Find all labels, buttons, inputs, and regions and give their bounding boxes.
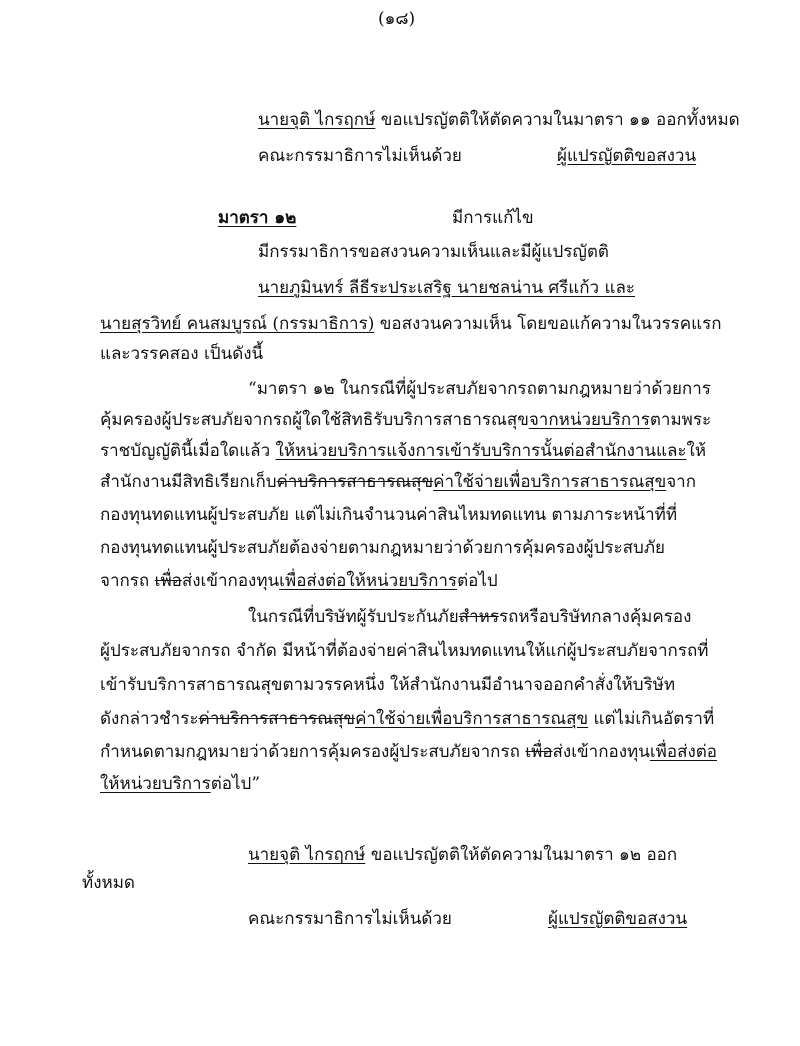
amend-inserted: ค่าใช้จ่ายเพื่อบริการสาธารณสุข [355,709,589,729]
p2-line-3: เข้ารับบริการสาธารณสุขตามวรรคหนึ่ง ให้สำนักงานมีอำนาจออกคำสั่งให้บริษัท [100,675,676,695]
reserver-label: ผู้แปรญัตติขอสงวน [557,146,697,166]
objection-text: ขอแปรญัตติให้ตัดความในมาตรา ๑๑ ออกทั้งหมด [375,110,740,130]
objection-text-2: ทั้งหมด [82,873,135,893]
amend-deleted: ค่าบริการสาธารณสุข [276,472,434,492]
member-name: นายจุติ ไกรฤกษ์ [248,845,366,865]
amend-deleted: เพื่อ [525,742,553,762]
amend-inserted: ค่าใช้จ่ายเพื่อบริการสาธารณสุข [433,472,667,492]
objection-line-2 [248,844,677,866]
page-number: (๑๘) [378,9,416,29]
p1-line-7: จากรถ เพื่อส่งเข้ากองทุนเพื่อส่งต่อให้หน่วยบริการต่อไป [100,571,498,591]
objection-line [258,109,740,131]
amend-deleted: ค่าบริการสาธารณสุข [198,709,356,729]
p1-line-5: กองทุนทดแทนผู้ประสบภัย แต่ไม่เกินจำนวนค่าสินไหมทดแทน ตามภาระหน้าที่ที่ [100,505,678,525]
p2-line-6: ให้หน่วยบริการต่อไป” [100,774,261,794]
p1-line-6: กองทุนทดแทนผู้ประสบภัยต้องจ่ายตามกฎหมายว่าด้วยการคุ้มครองผู้ประสบภัย [100,538,665,558]
section-status: มีการแก้ไข [452,208,534,228]
p2-line-2: ผู้ประสบภัยจากรถ จำกัด มีหน้าที่ต้องจ่ายค่าสินไหมทดแทนให้แก่ผู้ประสบภัยจากรถที่ [100,641,709,661]
objection-text: ขอแปรญัตติให้ตัดความในมาตรา ๑๒ ออก [365,845,678,865]
member-name: นายจุติ ไกรฤกษ์ [258,110,376,130]
amend-deleted: เพื่อ [154,571,182,591]
amend-inserted: เพื่อส่งต่อให้หน่วยบริการ [279,571,458,591]
p1-line-3: ราชบัญญัตินี้เมื่อใดแล้ว ให้หน่วยบริการแจ้งการเข้ารับบริการนั้นต่อสำนักงานและให้ [100,441,707,461]
section-heading: มาตรา ๑๒ [218,208,297,228]
amend-inserted: ให้หน่วยบริการแจ้งการเข้ารับบริการนั้นต่อสำนักงานและ [275,441,687,461]
committee-opinion: คณะกรรมาธิการไม่เห็นด้วย [258,146,462,166]
member3-line [100,313,722,335]
p1-line-4: สำนักงานมีสิทธิเรียกเก็บค่าบริการสาธารณสุขค่าใช้จ่ายเพื่อบริการสาธารณสุขจาก [100,472,697,492]
committee-opinion-2: คณะกรรมาธิการไม่เห็นด้วย [248,909,452,929]
p2-line-4: ดังกล่าวชำระค่าบริการสาธารณสุขค่าใช้จ่ายเพื่อบริการสาธารณสุข แต่ไม่เกินอัตราที่ [100,709,715,729]
p1-line-1: “มาตรา ๑๒ ในกรณีที่ผู้ประสบภัยจากรถตามกฎหมายว่าด้วยการ [248,379,711,399]
reserver-label-2: ผู้แปรญัตติขอสงวน [548,909,688,929]
p2-line-1: ในกรณีที่บริษัทผู้รับประกันภัยสำหรรถหรือบริษัทกลางคุ้มครอง [248,607,692,627]
amend-inserted: ให้หน่วยบริการ [100,774,211,794]
member3-name: นายสุรวิทย์ คนสมบูรณ์ (กรรมาธิการ) [100,314,375,334]
amend-inserted: จากหน่วยบริการ [528,410,650,430]
reserve-text: ขอสงวนความเห็น โดยขอแก้ความในวรรคแรก [374,314,722,334]
amend-inserted: เพื่อส่งต่อ [649,742,717,762]
reservation-intro: มีกรรมาธิการขอสงวนความเห็นและมีผู้แปรญัตติ [258,242,609,262]
reserve-text-2: และวรรคสอง เป็นดังนี้ [100,344,264,364]
p2-line-5: กำหนดตามกฎหมายว่าด้วยการคุ้มครองผู้ประสบภัยจากรถ เพื่อส่งเข้ากองทุนเพื่อส่งต่อ [100,742,717,762]
p1-line-2: คุ้มครองผู้ประสบภัยจากรถผู้ใดใช้สิทธิรับบริการสาธารณสุขจากหน่วยบริการตามพระ [100,410,712,430]
members-line: นายภูมินทร์ ลีธีระประเสริฐ นายชลน่าน ศรีแก้ว และ [258,278,636,298]
amend-deleted: สำหร [458,607,499,627]
